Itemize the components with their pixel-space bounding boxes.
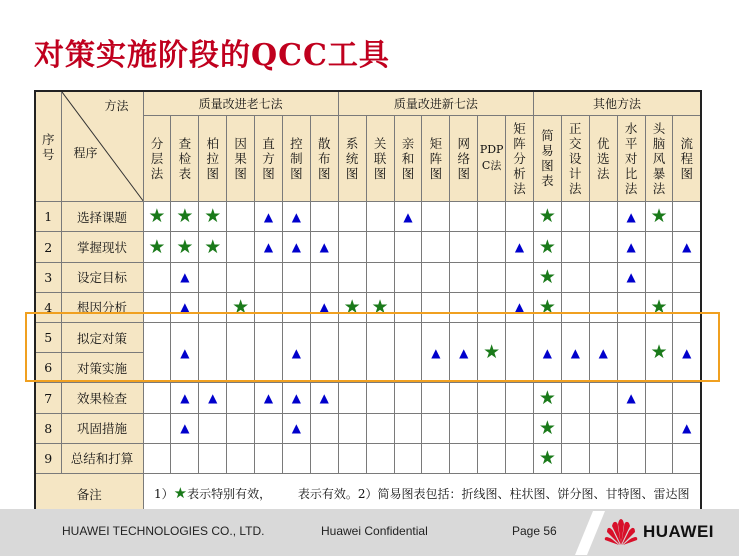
method-column-header: 头 脑 风 暴 法	[645, 115, 673, 202]
star-icon: ★	[371, 295, 389, 318]
triangle-icon: ▲	[319, 391, 329, 406]
mark-cell	[255, 413, 283, 443]
mark-cell	[478, 202, 506, 232]
star-icon: ★	[176, 235, 194, 258]
method-column-header: 矩 阵 分 析 法	[506, 115, 534, 202]
triangle-icon: ▲	[403, 209, 413, 224]
mark-cell	[422, 232, 450, 262]
mark-cell	[255, 323, 283, 383]
mark-cell	[366, 232, 394, 262]
mark-cell	[506, 413, 534, 443]
method-column-header: 柏 拉 图	[199, 115, 227, 202]
method-column-header: 流 程 图	[673, 115, 701, 202]
mark-cell	[227, 202, 255, 232]
mark-cell	[282, 383, 310, 413]
method-label: 方法	[104, 99, 129, 113]
mark-cell	[645, 292, 673, 322]
mark-cell	[478, 383, 506, 413]
triangle-icon: ▲	[291, 209, 302, 224]
mark-cell	[255, 262, 283, 292]
mark-cell	[617, 443, 645, 473]
mark-cell	[282, 202, 310, 232]
mark-cell	[171, 262, 199, 292]
star-icon: ★	[204, 235, 222, 258]
qcc-tool-table-wrap	[34, 90, 702, 515]
procedure-name: 拟定对策	[61, 323, 143, 353]
triangle-icon: ▲	[626, 391, 636, 406]
mark-cell	[561, 202, 589, 232]
group-header: 质量改进新七法	[338, 91, 533, 115]
mark-cell	[171, 383, 199, 413]
row-number: 6	[35, 353, 61, 383]
mark-cell	[338, 262, 366, 292]
mark-cell	[506, 232, 534, 262]
star-icon: ★	[538, 386, 556, 409]
mark-cell	[338, 323, 366, 383]
star-icon: ★	[232, 295, 250, 318]
huawei-logo-icon	[604, 518, 638, 546]
triangle-icon: ▲	[682, 345, 692, 360]
star-icon: ★	[176, 205, 194, 228]
mark-cell	[589, 323, 617, 383]
mark-cell	[143, 323, 171, 383]
mark-cell	[589, 232, 617, 262]
mark-cell	[478, 262, 506, 292]
mark-cell	[478, 443, 506, 473]
mark-cell	[394, 262, 422, 292]
procedure-label: 程序	[73, 146, 98, 160]
mark-cell	[589, 292, 617, 322]
table-row	[35, 292, 701, 322]
mark-cell	[310, 292, 338, 322]
triangle-icon: ▲	[626, 240, 636, 255]
mark-cell	[199, 383, 227, 413]
mark-cell	[478, 413, 506, 443]
mark-cell	[589, 262, 617, 292]
mark-cell	[645, 262, 673, 292]
star-icon: ★	[204, 205, 222, 228]
mark-cell	[338, 232, 366, 262]
mark-cell	[422, 292, 450, 322]
mark-cell	[533, 383, 561, 413]
mark-cell	[561, 232, 589, 262]
group-header: 其他方法	[533, 91, 701, 115]
mark-cell	[143, 232, 171, 262]
method-column-header: 关 联 图	[366, 115, 394, 202]
mark-cell	[310, 383, 338, 413]
star-icon: ★	[483, 341, 501, 364]
mark-cell	[366, 202, 394, 232]
mark-cell	[366, 323, 394, 383]
triangle-icon: ▲	[180, 345, 190, 360]
mark-cell	[561, 323, 589, 383]
table-row	[35, 323, 701, 353]
mark-cell	[227, 413, 255, 443]
mark-cell	[645, 413, 673, 443]
star-icon: ★	[538, 416, 556, 439]
procedure-name: 选择课题	[61, 202, 143, 232]
table-row	[35, 202, 701, 232]
mark-cell	[450, 292, 478, 322]
mark-cell	[561, 413, 589, 443]
triangle-icon: ▲	[319, 300, 329, 315]
mark-cell	[478, 292, 506, 322]
mark-cell	[171, 323, 199, 383]
star-icon: ★	[148, 235, 166, 258]
mark-cell	[617, 383, 645, 413]
mark-cell	[199, 262, 227, 292]
mark-cell	[478, 323, 506, 383]
triangle-icon: ▲	[682, 421, 692, 436]
triangle-icon: ▲	[291, 240, 302, 255]
mark-cell	[617, 323, 645, 383]
mark-cell	[533, 323, 561, 383]
mark-cell	[255, 383, 283, 413]
mark-cell	[394, 292, 422, 322]
mark-cell	[338, 443, 366, 473]
procedure-name: 根因分析	[61, 292, 143, 322]
qcc-tool-table	[34, 90, 702, 515]
mark-cell	[282, 413, 310, 443]
group-header: 质量改进老七法	[143, 91, 338, 115]
table-row	[35, 383, 701, 413]
star-icon: ★	[538, 265, 556, 288]
mark-cell	[645, 323, 673, 383]
triangle-icon: ▲	[180, 300, 190, 315]
star-icon: ★	[538, 205, 556, 228]
mark-cell	[366, 443, 394, 473]
mark-cell	[199, 443, 227, 473]
method-column-header: 简 易 图 表	[533, 115, 561, 202]
mark-cell	[199, 323, 227, 383]
row-number: 1	[35, 202, 61, 232]
huawei-brand-text: HUAWEI	[643, 522, 714, 541]
mark-cell	[506, 323, 534, 383]
mark-cell	[255, 202, 283, 232]
method-column-header: 优 选 法	[589, 115, 617, 202]
mark-cell	[450, 323, 478, 383]
mark-cell	[143, 413, 171, 443]
method-column-header: 矩 阵 图	[422, 115, 450, 202]
mark-cell	[143, 292, 171, 322]
mark-cell	[533, 232, 561, 262]
mark-cell	[310, 443, 338, 473]
mark-cell	[310, 413, 338, 443]
mark-cell	[561, 443, 589, 473]
mark-cell	[645, 202, 673, 232]
mark-cell	[171, 232, 199, 262]
mark-cell	[310, 262, 338, 292]
method-column-header: 散 布 图	[310, 115, 338, 202]
star-icon: ★	[650, 295, 668, 318]
triangle-icon: ▲	[263, 240, 274, 255]
row-number: 3	[35, 262, 61, 292]
mark-cell	[589, 443, 617, 473]
mark-cell	[506, 292, 534, 322]
mark-cell	[282, 292, 310, 322]
mark-cell	[506, 443, 534, 473]
row-number: 9	[35, 443, 61, 473]
triangle-icon: ▲	[180, 391, 190, 406]
mark-cell	[617, 202, 645, 232]
method-column-header: 正 交 设 计 法	[561, 115, 589, 202]
row-number: 2	[35, 232, 61, 262]
mark-cell	[338, 383, 366, 413]
mark-cell	[282, 443, 310, 473]
mark-cell	[450, 202, 478, 232]
mark-cell	[366, 413, 394, 443]
mark-cell	[227, 262, 255, 292]
mark-cell	[561, 262, 589, 292]
mark-cell	[282, 262, 310, 292]
mark-cell	[394, 413, 422, 443]
note-text: 1）★表示特别有效， 表示有效。2）简易图表包括：折线图、柱状图、饼分图、甘特图、雷达图	[143, 474, 701, 514]
mark-cell	[422, 383, 450, 413]
mark-cell	[673, 413, 701, 443]
procedure-name: 掌握现状	[61, 232, 143, 262]
triangle-icon: ▲	[598, 345, 608, 360]
method-column-header: 控 制 图	[282, 115, 310, 202]
mark-cell	[255, 443, 283, 473]
mark-cell	[227, 383, 255, 413]
mark-cell	[227, 443, 255, 473]
triangle-icon: ▲	[626, 270, 636, 285]
star-icon: ★	[538, 446, 556, 469]
mark-cell	[673, 232, 701, 262]
mark-cell	[422, 202, 450, 232]
footer-company: HUAWEI TECHNOLOGIES CO., LTD.	[62, 524, 265, 538]
footer-page-number: Page 56	[512, 524, 557, 538]
mark-cell	[617, 262, 645, 292]
mark-cell	[255, 232, 283, 262]
triangle-icon: ▲	[291, 391, 302, 406]
mark-cell	[310, 202, 338, 232]
mark-cell	[310, 323, 338, 383]
mark-cell	[422, 323, 450, 383]
mark-cell	[366, 262, 394, 292]
mark-cell	[561, 383, 589, 413]
table-row	[35, 413, 701, 443]
note-label: 备注	[35, 474, 143, 514]
star-icon: ★	[148, 205, 166, 228]
mark-cell	[673, 202, 701, 232]
triangle-icon: ▲	[514, 240, 525, 255]
mark-cell	[561, 292, 589, 322]
mark-cell	[450, 443, 478, 473]
mark-cell	[171, 413, 199, 443]
procedure-name: 设定目标	[61, 262, 143, 292]
star-icon: ★	[343, 295, 361, 318]
mark-cell	[422, 413, 450, 443]
procedure-name: 总结和打算	[61, 443, 143, 473]
mark-cell	[199, 232, 227, 262]
triangle-icon: ▲	[459, 345, 469, 360]
table-row	[35, 232, 701, 262]
mark-cell	[617, 232, 645, 262]
mark-cell	[227, 292, 255, 322]
procedure-name: 效果检查	[61, 383, 143, 413]
mark-cell	[478, 232, 506, 262]
mark-cell	[533, 443, 561, 473]
mark-cell	[533, 262, 561, 292]
mark-cell	[645, 383, 673, 413]
method-column-header: PDP C法	[478, 115, 506, 202]
page-title: 对策实施阶段的QCC工具	[34, 38, 390, 73]
mark-cell	[394, 323, 422, 383]
star-icon: ★	[650, 341, 668, 364]
mark-cell	[422, 262, 450, 292]
method-column-header: 系 统 图	[338, 115, 366, 202]
mark-cell	[394, 232, 422, 262]
row-number: 4	[35, 292, 61, 322]
mark-cell	[143, 443, 171, 473]
mark-cell	[171, 202, 199, 232]
triangle-icon: ▲	[180, 270, 190, 285]
triangle-icon: ▲	[431, 345, 441, 360]
triangle-icon: ▲	[514, 300, 525, 315]
triangle-icon: ▲	[180, 421, 190, 436]
mark-cell	[394, 443, 422, 473]
mark-cell	[506, 383, 534, 413]
mark-cell	[673, 292, 701, 322]
mark-cell	[617, 413, 645, 443]
mark-cell	[533, 413, 561, 443]
mark-cell	[171, 292, 199, 322]
mark-cell	[506, 202, 534, 232]
mark-cell	[143, 262, 171, 292]
triangle-icon: ▲	[682, 240, 692, 255]
star-icon: ★	[538, 235, 556, 258]
mark-cell	[227, 232, 255, 262]
mark-cell	[450, 232, 478, 262]
mark-cell	[338, 292, 366, 322]
triangle-icon: ▲	[263, 391, 274, 406]
row-number: 5	[35, 323, 61, 353]
mark-cell	[589, 202, 617, 232]
star-icon: ★	[538, 295, 556, 318]
mark-cell	[450, 383, 478, 413]
mark-cell	[199, 292, 227, 322]
mark-cell	[673, 323, 701, 383]
mark-cell	[366, 383, 394, 413]
mark-cell	[282, 323, 310, 383]
mark-cell	[143, 202, 171, 232]
mark-cell	[450, 413, 478, 443]
mark-cell	[338, 202, 366, 232]
mark-cell	[171, 443, 199, 473]
mark-cell	[394, 383, 422, 413]
table-row	[35, 262, 701, 292]
mark-cell	[589, 413, 617, 443]
procedure-name: 对策实施	[61, 353, 143, 383]
mark-cell	[673, 443, 701, 473]
mark-cell	[589, 383, 617, 413]
method-column-header: 查 检 表	[171, 115, 199, 202]
mark-cell	[143, 383, 171, 413]
triangle-icon: ▲	[626, 209, 636, 224]
table-row	[35, 443, 701, 473]
mark-cell	[366, 292, 394, 322]
mark-cell	[533, 292, 561, 322]
method-column-header: 亲 和 图	[394, 115, 422, 202]
triangle-icon: ▲	[291, 345, 302, 360]
divider-slash-icon	[575, 511, 605, 555]
mark-cell	[199, 413, 227, 443]
mark-cell	[450, 262, 478, 292]
mark-cell	[645, 443, 673, 473]
method-column-header: 直 方 图	[255, 115, 283, 202]
mark-cell	[282, 232, 310, 262]
triangle-icon: ▲	[570, 345, 580, 360]
mark-cell	[506, 262, 534, 292]
triangle-icon: ▲	[319, 240, 329, 255]
triangle-icon: ▲	[208, 391, 218, 406]
mark-cell	[422, 443, 450, 473]
method-column-header: 分 层 法	[143, 115, 171, 202]
footer-confidential: Huawei Confidential	[321, 524, 428, 538]
mark-cell	[310, 232, 338, 262]
star-icon: ★	[173, 484, 188, 503]
method-column-header: 网 络 图	[450, 115, 478, 202]
method-column-header: 因 果 图	[227, 115, 255, 202]
mark-cell	[645, 232, 673, 262]
mark-cell	[673, 262, 701, 292]
mark-cell	[673, 383, 701, 413]
triangle-icon: ▲	[542, 345, 553, 360]
method-column-header: 水 平 对 比 法	[617, 115, 645, 202]
mark-cell	[199, 202, 227, 232]
row-number: 8	[35, 413, 61, 443]
footer	[0, 509, 739, 556]
mark-cell	[394, 202, 422, 232]
method-procedure-header	[61, 91, 143, 202]
procedure-name: 巩固措施	[61, 413, 143, 443]
seq-header: 序 号	[35, 91, 61, 202]
mark-cell	[617, 292, 645, 322]
mark-cell	[338, 413, 366, 443]
mark-cell	[533, 202, 561, 232]
triangle-icon: ▲	[263, 209, 274, 224]
star-icon: ★	[650, 205, 668, 228]
triangle-icon: ▲	[291, 421, 302, 436]
mark-cell	[227, 323, 255, 383]
row-number: 7	[35, 383, 61, 413]
mark-cell	[255, 292, 283, 322]
